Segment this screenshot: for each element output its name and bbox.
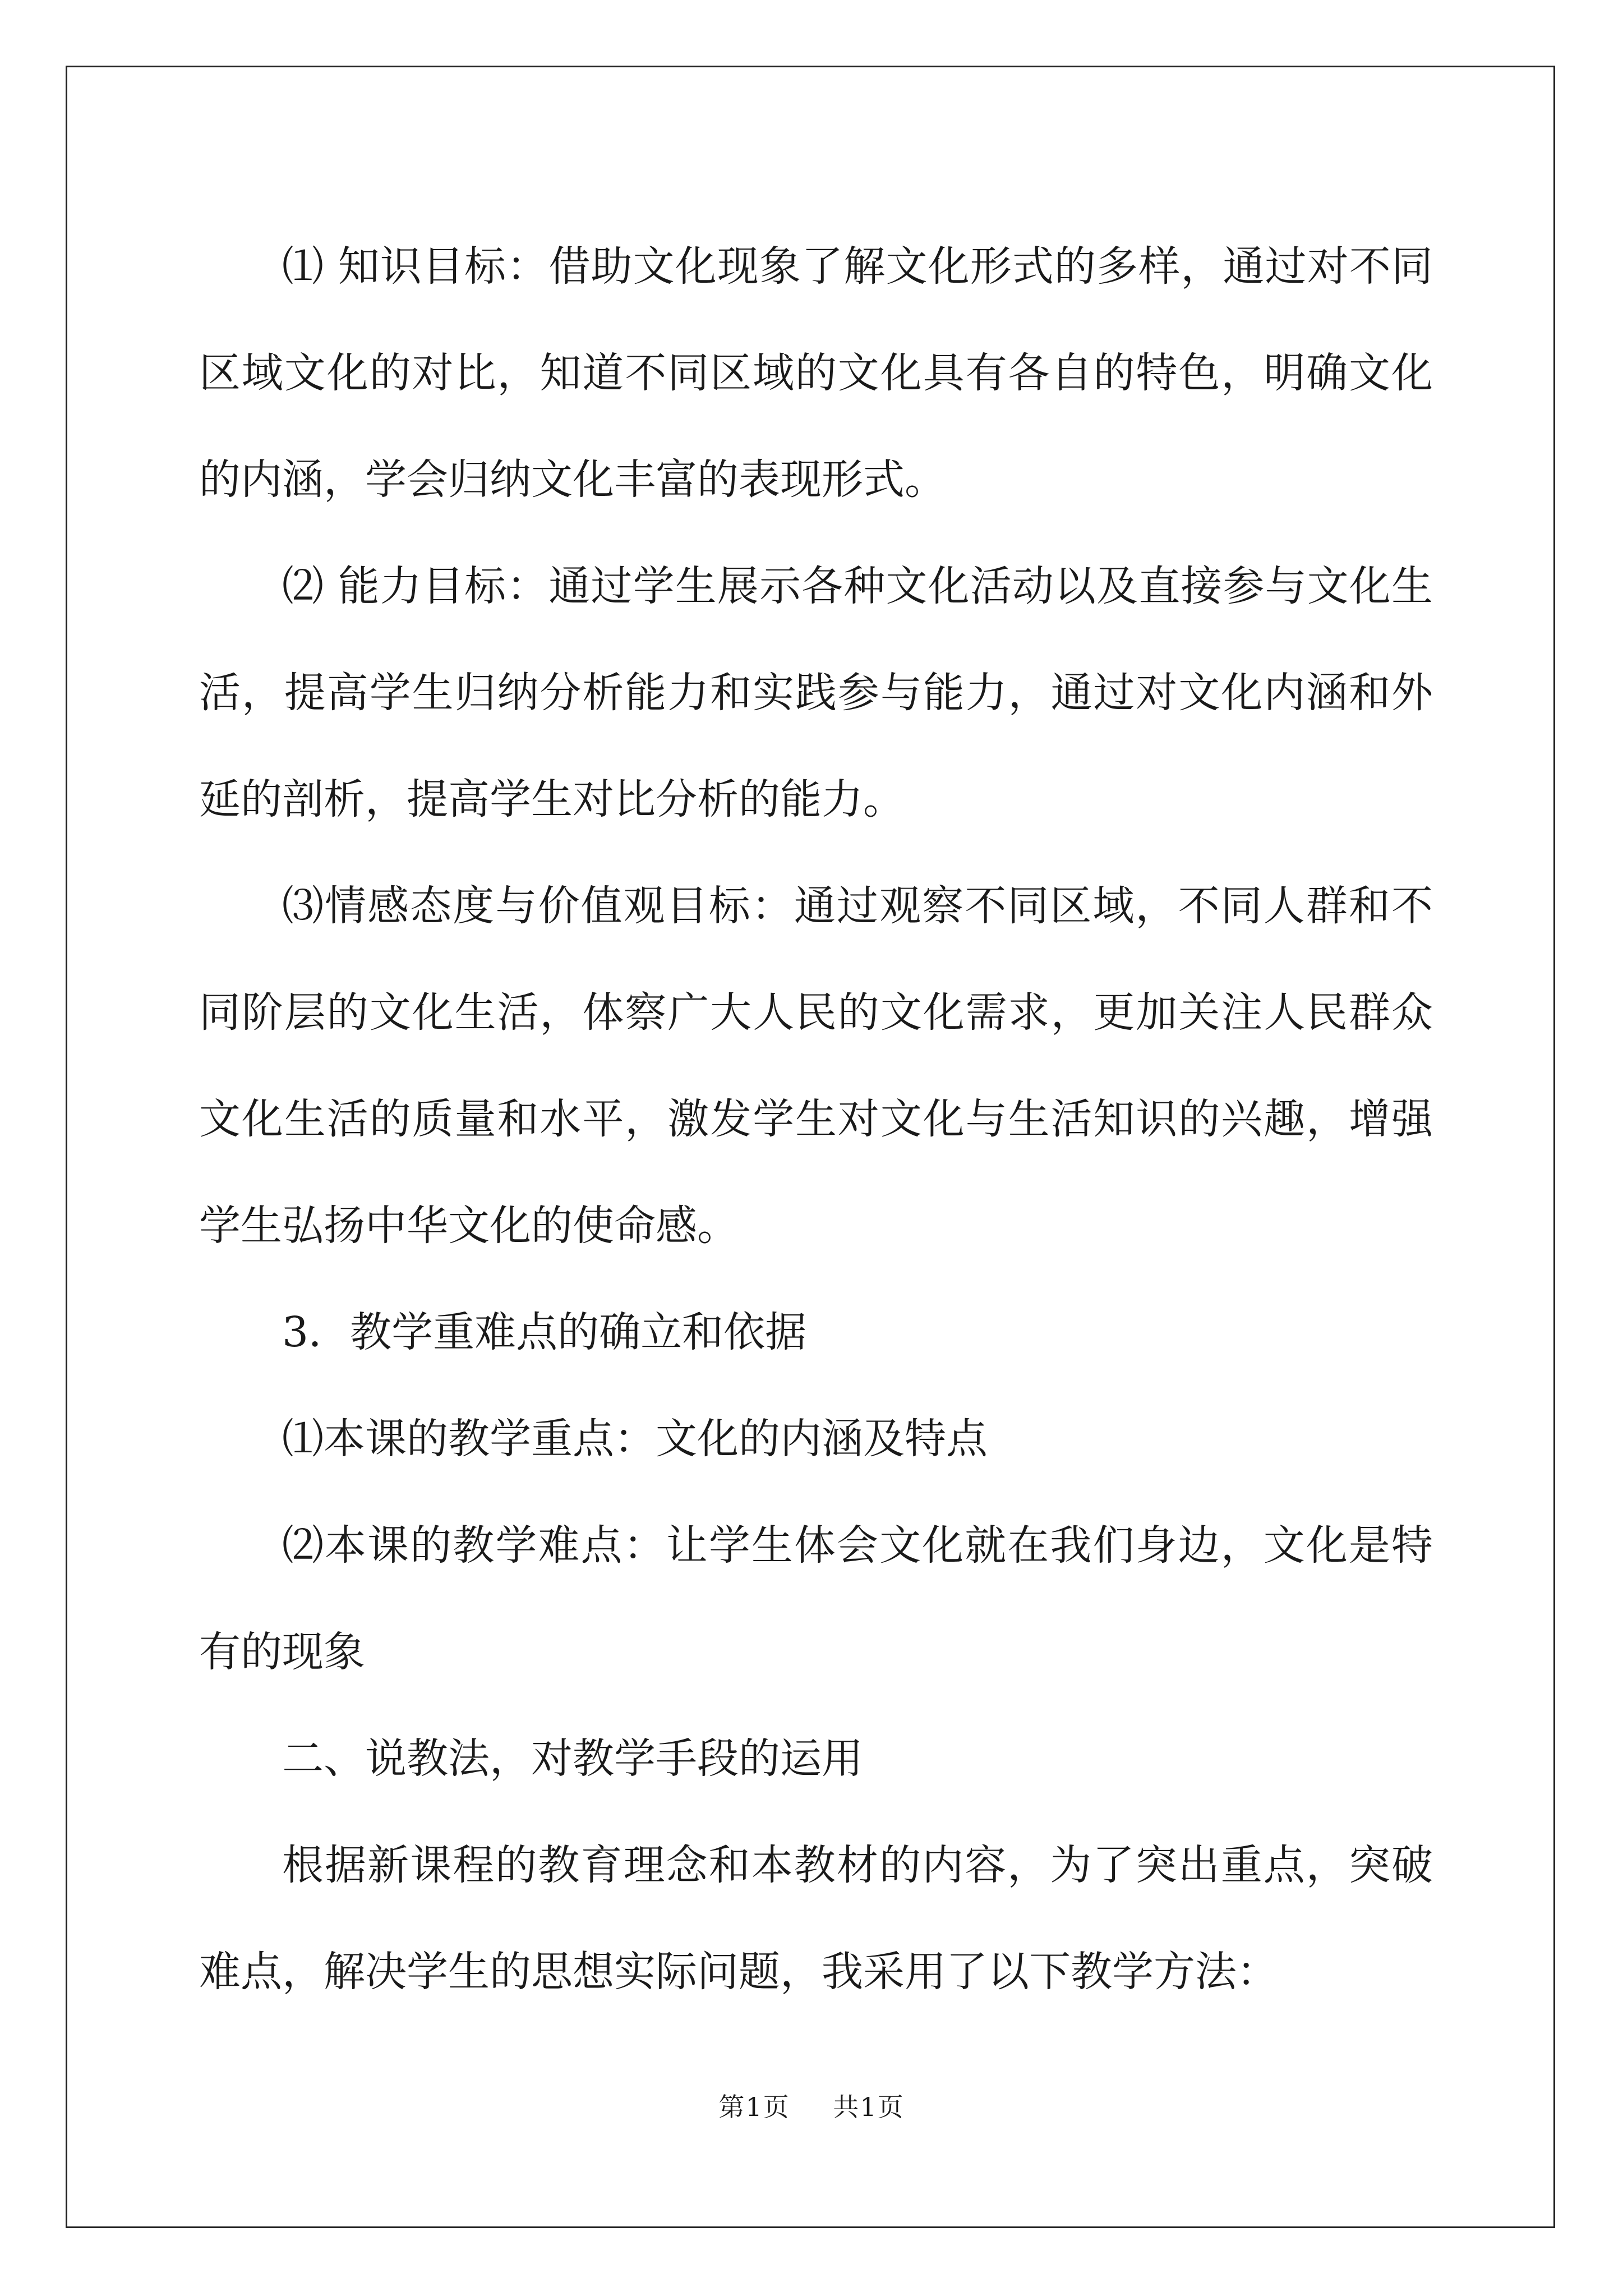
paragraph-teaching-methods: 根据新课程的教育理念和本教材的内容，为了突出重点，突破难点，解决学生的思想实际问题，我采用了以下教学方法： <box>199 1841 1433 1996</box>
page-number: 第1页 <box>718 2092 790 2122</box>
heading-key-difficult-points: 3．教学重难点的确立和依据 <box>282 1308 807 1356</box>
paragraph-difficult-point: ⑵本课的教学难点：让学生体会文化就在我们身边，文化是特有的现象 <box>199 1521 1433 1676</box>
paragraph-ability-goal: ⑵ 能力目标：通过学生展示各种文化活动以及直接参与文化生活，提高学生归纳分析能力和实践参与能力，通过对文化内涵和外延的剖析，提高学生对比分析的能力。 <box>199 562 1433 823</box>
paragraph-emotion-goal: ⑶情感态度与价值观目标：通过观察不同区域，不同人群和不同阶层的文化生活，体察广大人民的文化需求，更加关注人民群众文化生活的质量和水平，激发学生对文化与生活知识的兴趣，增强学生弘扬中华文化的使命感。 <box>199 882 1433 1250</box>
document-body <box>199 213 1433 2025</box>
page-footer <box>0 2087 1623 2124</box>
paragraph-key-point: ⑴本课的教学重点：文化的内涵及特点 <box>282 1415 988 1463</box>
heading-teaching-methods: 二、说教法，对教学手段的运用 <box>282 1734 863 1783</box>
page-total: 共1页 <box>833 2092 905 2122</box>
paragraph-knowledge-goal: ⑴ 知识目标：借助文化现象了解文化形式的多样，通过对不同区域文化的对比，知道不同区域的文化具有各自的特色，明确文化的内涵，学会归纳文化丰富的表现形式。 <box>199 242 1433 504</box>
